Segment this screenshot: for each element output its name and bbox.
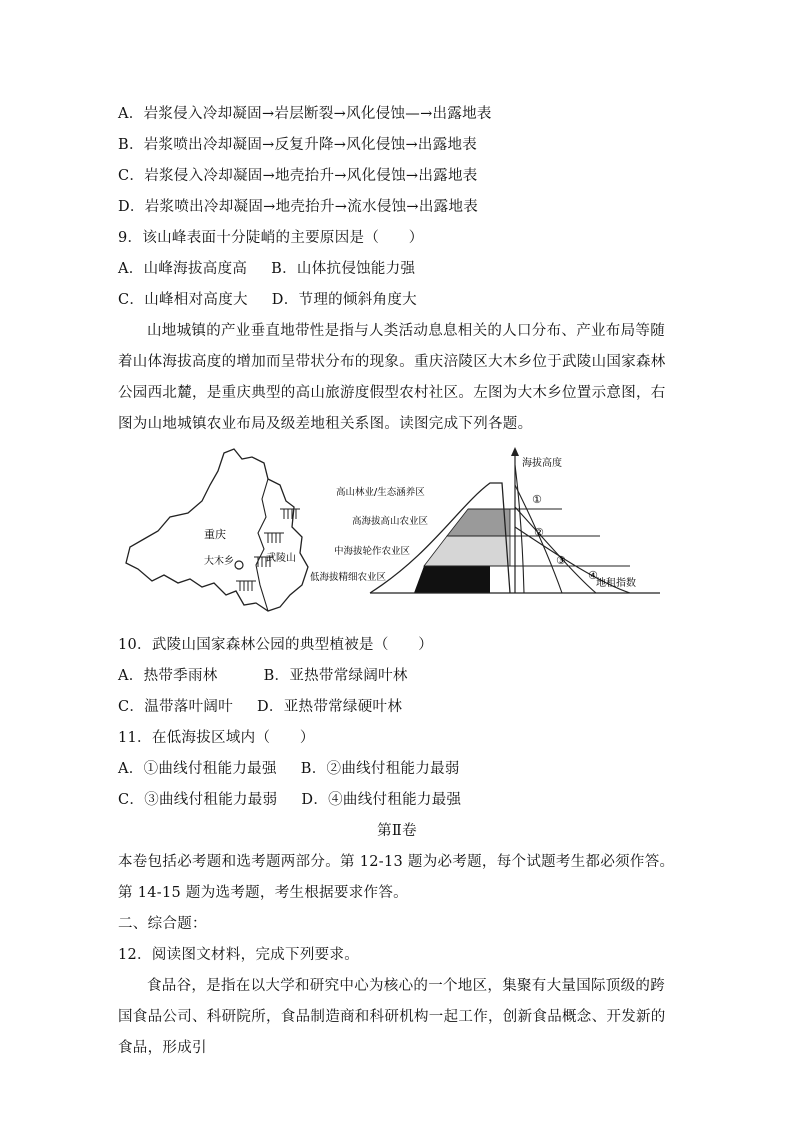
q8-option-d: D．岩浆喷出冷却凝固→地壳抬升→流水侵蚀→出露地表 [118,199,479,215]
q10-option-a: A．热带季雨林 [118,668,218,684]
farming-rent-chart [310,445,670,605]
q9-option-d: D．节理的倾斜角度大 [271,292,417,308]
q9-option-c: C．山峰相对高度大 [118,292,248,308]
q10-option-d: D．亚热带常绿硬叶林 [257,699,403,715]
zone-label-forestry: 高山林业/生态涵养区 [336,487,425,498]
passage: 山地城镇的产业垂直地带性是指与人类活动息息相关的人口分布、产业布局等随着山体海拔高度的增加而呈带状分布的现象。重庆涪陵区大木乡位于武陵山国家森林公园西北麓，是重庆典型的高山旅游度假型农村社区。左图为大木乡位置示意图，右图为山地城镇农业布局及级差地租关系图。读图完成下列各题。 [118,323,666,432]
part-title: 二、综合题： [118,916,207,932]
q8-option-b: B．岩浆喷出冷却凝固→反复升降→风化侵蚀→出露地表 [118,137,478,153]
y-axis-label: 海拔高度 [522,458,562,469]
zone-label-low: 低海拔精细农业区 [310,572,387,583]
q12-stem: 12．阅读图文材料，完成下列要求。 [118,947,360,963]
mountain-symbol [264,533,284,543]
section-intro: 本卷包括必考题和选考题两部分。第 12-13 题为必考题，每个试题考生都必须作答。第 14-15 题为选考题，考生根据要求作答。 [118,854,675,901]
q11-option-b: B．②曲线付租能力最弱 [300,761,460,777]
q10-option-c: C．温带落叶阔叶 [118,699,233,715]
x-axis-label: 地租指数 [596,578,636,589]
zone-high-fill [447,509,510,536]
curve-label-2: ② [534,526,544,539]
q10-options-row-2 [118,697,402,717]
location-map [118,445,318,615]
mountain-symbol [280,509,300,519]
q9-stem: 9．该山峰表面十分陡峭的主要原因是（ ） [118,230,424,246]
q10-stem: 10．武陵山国家森林公园的典型植被是（ ） [118,637,434,653]
curve-label-3: ③ [556,554,566,567]
label-damu: 大木乡 [204,556,234,567]
q10-options-row-1 [118,666,408,686]
q8-option-a: A．岩浆侵入冷却凝固→岩层断裂→风化侵蚀—→出露地表 [118,106,492,122]
q12-text: 食品谷，是指在以大学和研究中心为核心的一个地区，集聚有大量国际顶级的跨国食品公司、科研院所，食品制造商和科研机构一起工作，创新食品概念、开发新的食品，形成引 [118,978,666,1056]
y-axis-arrow [511,447,519,456]
q9-option-b: B．山体抗侵蚀能力强 [271,261,416,277]
label-chongqing: 重庆 [204,528,226,541]
q11-options-row-1 [118,759,460,779]
q9-options-row-1 [118,259,415,279]
zone-label-mid: 中海拔轮作农业区 [334,546,411,557]
q11-stem: 11．在低海拔区域内（ ） [118,730,315,746]
q9-options-row-2 [118,290,417,310]
section-title: 第Ⅱ卷 [377,823,417,839]
zone-mid-fill [424,536,510,566]
label-wuling: 武陵山 [266,553,296,564]
rent-curve-1 [515,465,524,593]
q10-option-b: B．亚热带常绿阔叶林 [263,668,408,684]
damu-location-marker [235,561,243,569]
q11-options-row-2 [118,790,461,810]
zone-low-fill [414,566,490,593]
district-border [256,479,268,611]
rent-curve-3 [515,507,596,593]
q11-option-d: D．④曲线付租能力最强 [301,792,462,808]
q11-option-a: A．①曲线付租能力最强 [118,761,277,777]
curve-label-1: ① [532,493,542,506]
q8-option-c: C．岩浆侵入冷却凝固→地壳抬升→风化侵蚀→出露地表 [118,168,478,184]
q9-option-a: A．山峰海拔高度高 [118,261,248,277]
mountain-symbol [236,581,256,591]
curve-label-4: ④ [588,569,598,582]
q11-option-c: C．③曲线付租能力最弱 [118,792,278,808]
zone-label-high: 高海拔高山农业区 [352,516,429,527]
